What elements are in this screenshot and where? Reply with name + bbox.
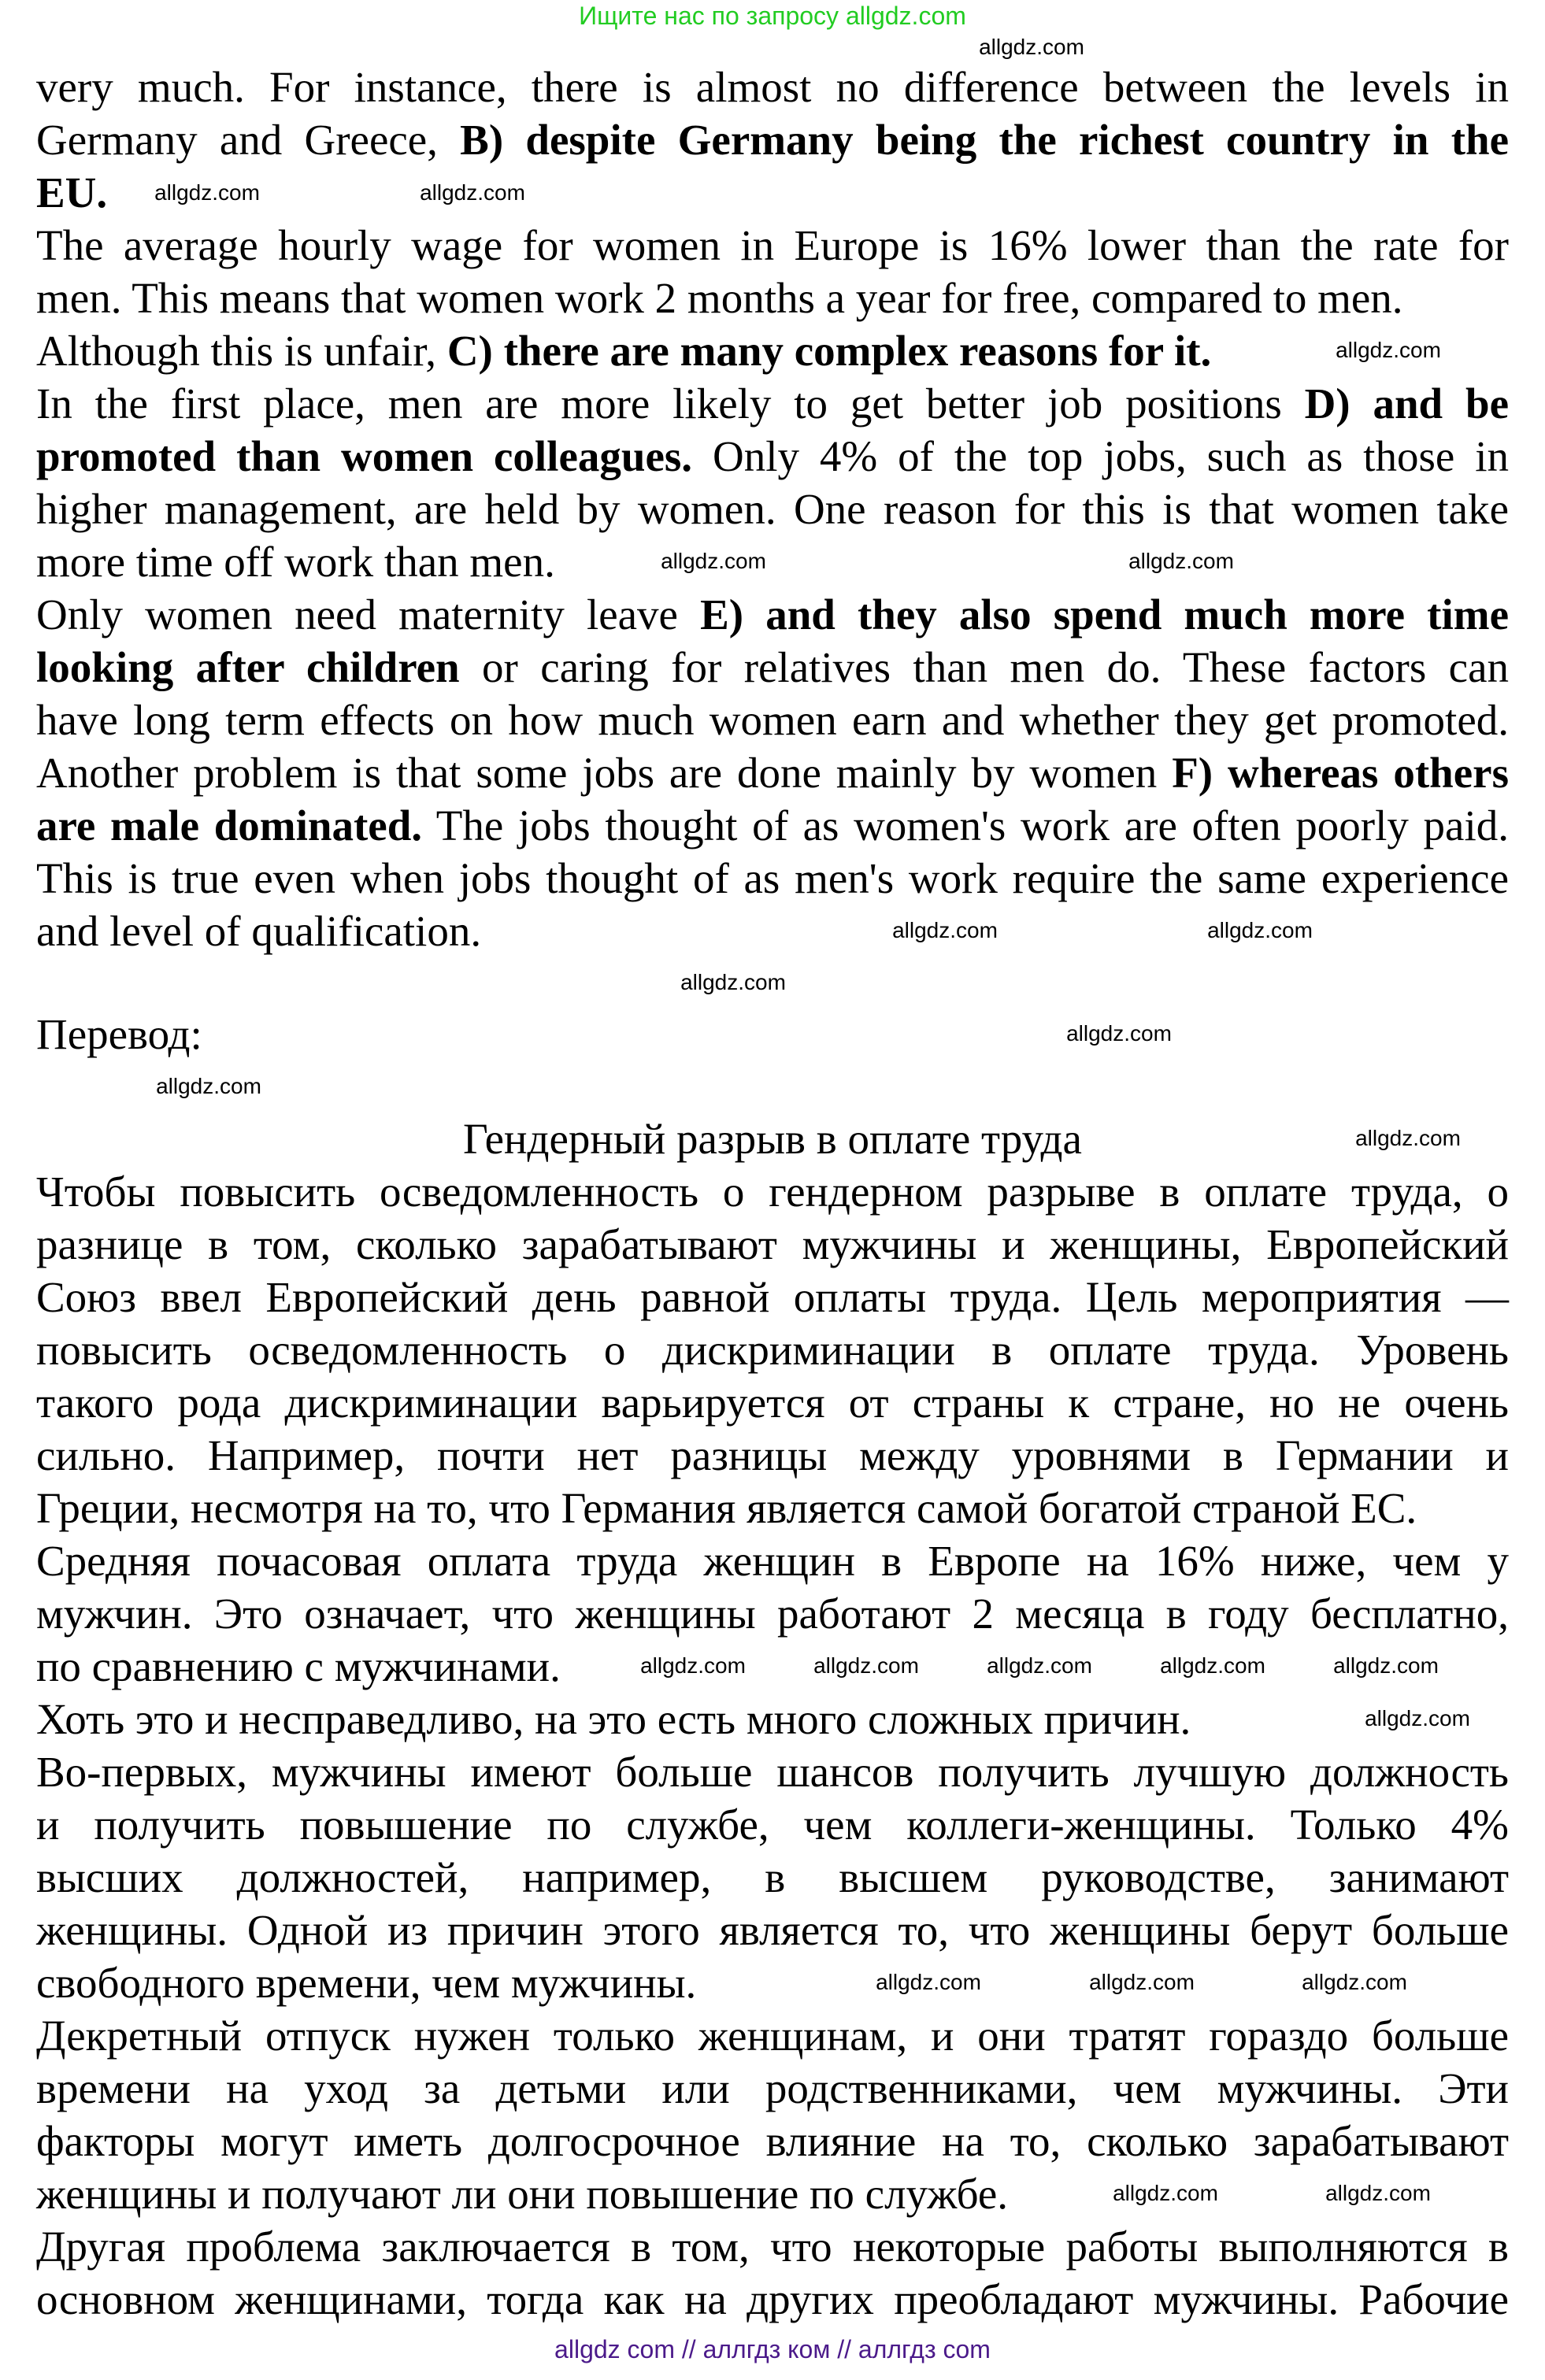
translation-line: мужчин. Это означает, что женщины работают 2 месяца в году бесплатно, [36,1590,1509,1638]
watermark: allgdz.com [1325,2181,1431,2205]
text-segment: Germany and Greece, [36,116,461,164]
text-line [36,272,1403,324]
translation-line: Хоть это и несправедливо, на это есть много сложных причин. [36,1695,1191,1743]
watermark: allgdz.com [640,1653,746,1678]
translation-line: факторы могут иметь долгосрочное влияние на то, сколько зарабатывают [36,2117,1509,2165]
text-segment: The average hourly wage for women in Europe is 16% lower than the rate for [36,221,1509,269]
footer-watermark: allgdz com // аллгдз ком // аллгдз com [554,2335,991,2363]
watermark: allgdz.com [1066,1021,1172,1046]
watermark: allgdz.com [1355,1126,1461,1150]
translation-line: такого рода дискриминации варьируется от страны к стране, но не очень [36,1379,1509,1427]
search-banner: Ищите нас по запросу allgdz.com [579,2,966,30]
text-line [36,588,1509,641]
translation-line: повысить осведомленность о дискриминации в оплате труда. Уровень [36,1326,1509,1374]
text-line [36,324,1211,377]
watermark: allgdz.com [1365,1706,1470,1730]
text-segment: more time off work than men. [36,538,555,586]
translation-line: высших должностей, например, в высшем руководстве, занимают [36,1853,1509,1901]
text-line [36,61,1509,113]
watermark: allgdz.com [892,918,998,942]
text-line [36,746,1509,799]
translation-line: женщины и получают ли они повышение по службе. [36,2170,1009,2218]
answer-highlight: C) there are many complex reasons for it. [446,327,1212,375]
text-line [36,483,1509,535]
text-segment: Another problem is that some jobs are done mainly by women [36,749,1173,797]
text-segment: or caring for relatives than men do. These factors can [459,643,1509,691]
translation-line: Декретный отпуск нужен только женщинам, и они тратят гораздо больше [36,2012,1509,2060]
translation-line: Во-первых, мужчины имеют больше шансов получить лучшую должность [36,1748,1509,1796]
translation-label: Перевод: [36,1010,202,1058]
answer-highlight: EU. [36,168,108,217]
answer-highlight: B) despite Germany being the richest country in the [460,116,1510,164]
watermark: allgdz.com [1089,1970,1195,1994]
answer-highlight: E) and they also spend much more time [700,590,1509,638]
answer-highlight: looking after children [36,643,460,691]
text-segment: Only 4% of the top jobs, such as those in [692,432,1510,480]
watermark: allgdz.com [1160,1653,1265,1678]
translation-line: времени на уход за детьми или родственниками, чем мужчины. Эти [36,2064,1509,2112]
translation-line: женщины. Одной из причин этого является то, что женщины берут больше [36,1906,1509,1954]
text-segment: The jobs thought of as women's work are often poorly paid. [422,801,1509,849]
text-segment: very much. For instance, there is almost no difference between the levels in [36,63,1509,111]
translation-title: Гендерный разрыв в оплате труда [463,1115,1082,1163]
translation-line: разнице в том, сколько зарабатывают мужчины и женщины, Европейский [36,1220,1509,1268]
translation-line: Греции, несмотря на то, что Германия является самой богатой страной ЕС. [36,1484,1417,1532]
text-segment: This is true even when jobs thought of as men's work require the same experience [36,854,1509,902]
watermark: allgdz.com [661,549,766,573]
text-line [36,535,555,588]
translation-line: Союз ввел Европейский день равной оплаты труда. Цель мероприятия — [36,1273,1509,1321]
answer-highlight: F) whereas others [1172,749,1510,797]
text-segment: higher management, are held by women. One reason for this is that women take [36,485,1509,533]
answer-highlight: D) and be [1304,379,1509,428]
translation-line: основном женщинами, тогда как на других преобладают мужчины. Рабочие [36,2275,1509,2323]
answer-highlight: promoted than women colleagues. [36,432,693,480]
text-line [36,113,1509,166]
watermark: allgdz.com [987,1653,1092,1678]
text-segment: In the first place, men are more likely to get better job positions [36,379,1305,428]
text-segment: and level of qualification. [36,907,482,955]
translation-line: сильно. Например, почти нет разницы между уровнями в Германии и [36,1431,1509,1479]
text-segment: have long term effects on how much women earn and whether they get promoted. [36,696,1509,744]
translation-line: Другая проблема заключается в том, что некоторые работы выполняются в [36,2223,1509,2271]
text-segment: Only women need maternity leave [36,590,701,638]
text-segment: men. This means that women work 2 months a year for free, compared to men. [36,274,1403,322]
watermark: allgdz.com [680,970,786,994]
watermark: allgdz.com [420,180,525,205]
translation-line: и получить повышение по службе, чем коллеги-женщины. Только 4% [36,1801,1509,1849]
text-segment: Although this is unfair, [36,327,447,375]
text-line [36,694,1509,746]
watermark: allgdz.com [979,35,1084,59]
text-line [36,377,1509,430]
text-line [36,219,1509,272]
watermark: allgdz.com [1207,918,1313,942]
watermark: allgdz.com [154,180,260,205]
watermark: allgdz.com [813,1653,919,1678]
watermark: allgdz.com [1113,2181,1218,2205]
text-line [36,641,1509,694]
text-line [36,430,1509,483]
answer-highlight: are male dominated. [36,801,423,849]
watermark: allgdz.com [1302,1970,1407,1994]
translation-line: по сравнению с мужчинами. [36,1642,561,1690]
text-line [36,799,1509,852]
text-line [36,905,481,957]
watermark: allgdz.com [1128,549,1234,573]
watermark: allgdz.com [876,1970,981,1994]
watermark: allgdz.com [156,1074,261,1098]
watermark: allgdz.com [1333,1653,1439,1678]
translation-line: Чтобы повысить осведомленность о гендерном разрыве в оплате труда, о [36,1168,1509,1216]
watermark: allgdz.com [1336,338,1441,362]
translation-line: Средняя почасовая оплата труда женщин в Европе на 16% ниже, чем у [36,1537,1509,1585]
text-line [36,166,107,219]
text-line [36,852,1509,905]
translation-line: свободного времени, чем мужчины. [36,1959,697,2007]
